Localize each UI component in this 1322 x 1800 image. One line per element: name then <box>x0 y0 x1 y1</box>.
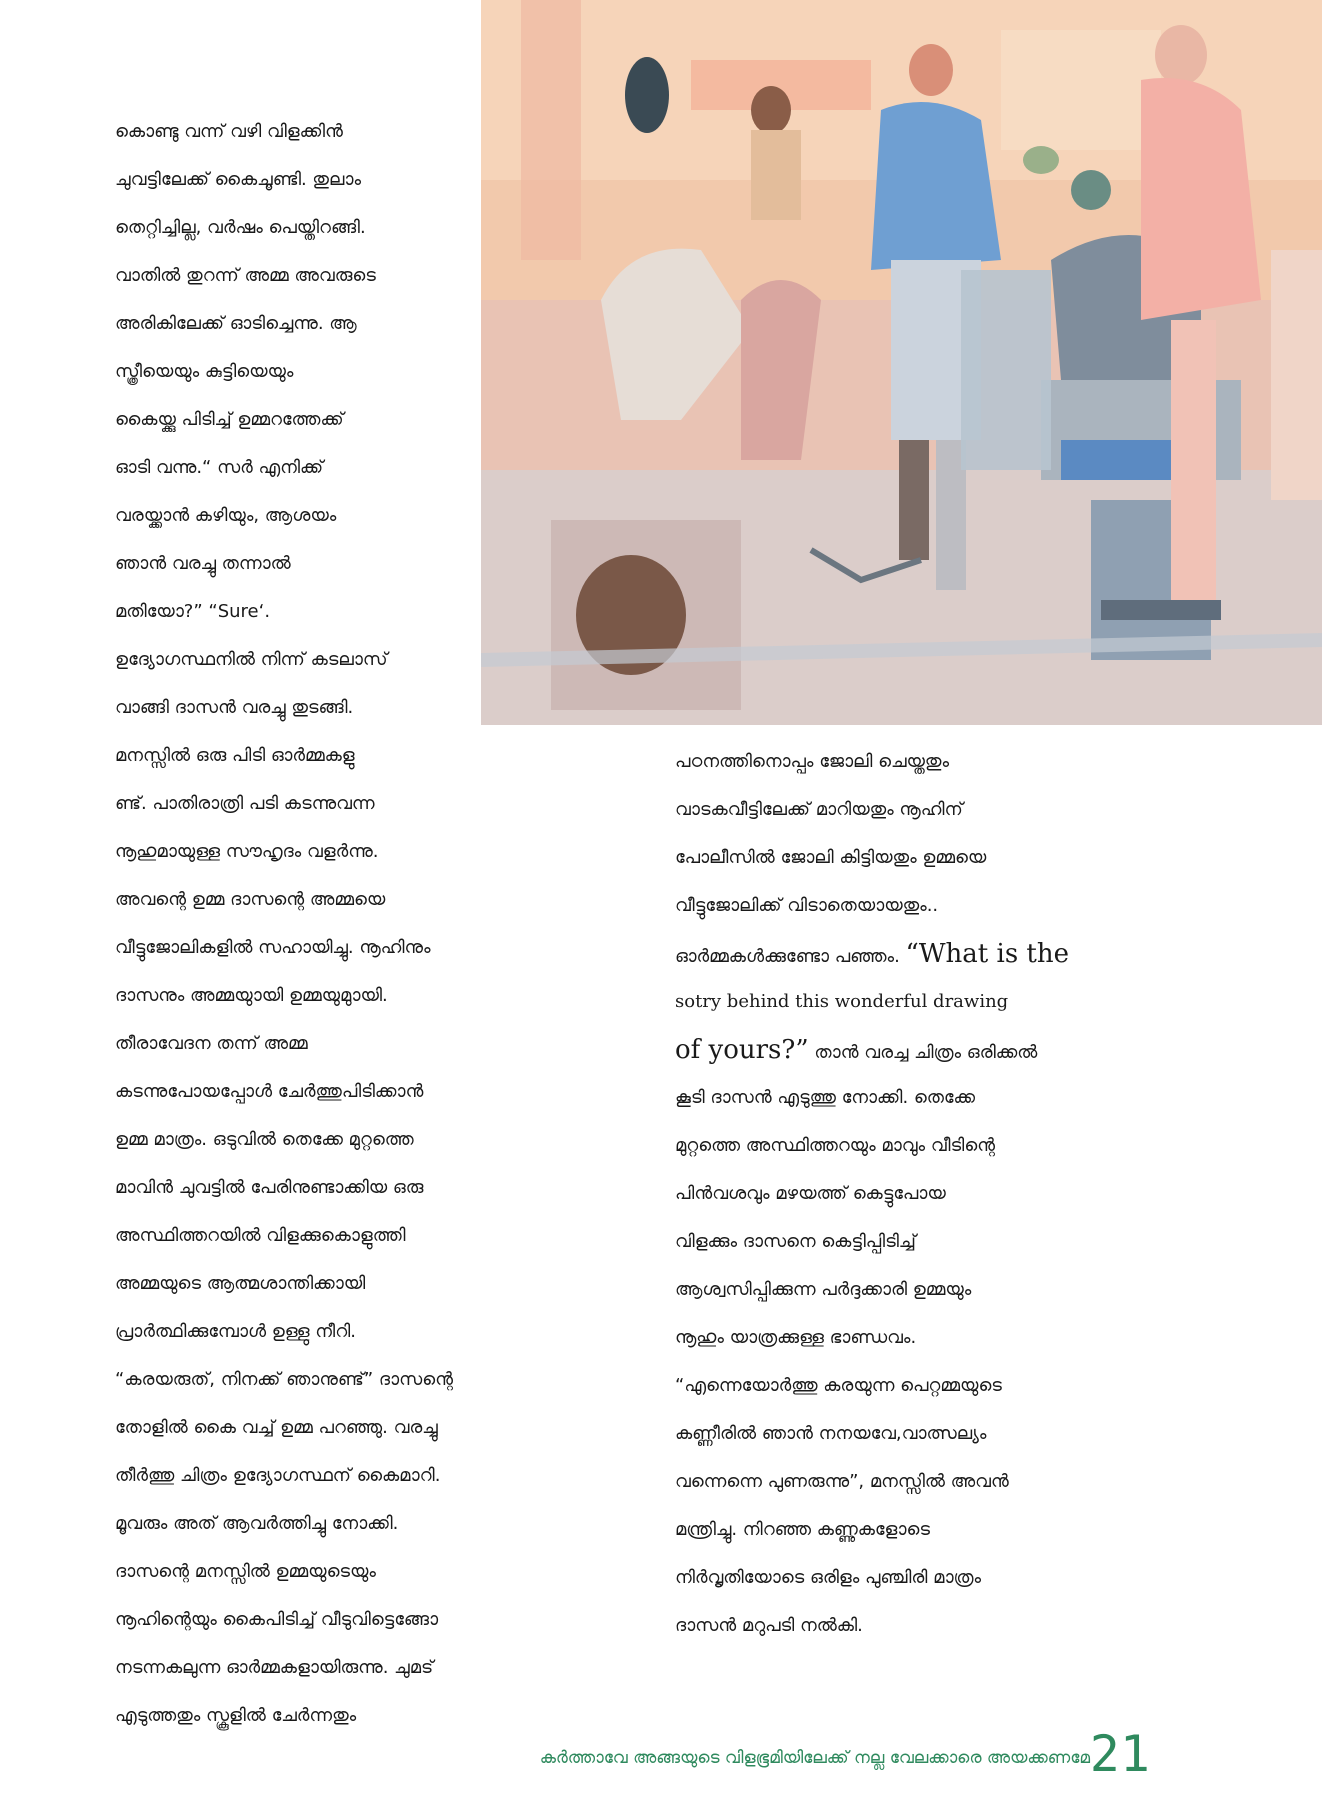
english-quote: of yours?” <box>675 1035 809 1065</box>
text-line: മന്ത്രിച്ചു. നിറഞ്ഞ കണ്ണുകളോടെ <box>675 1519 930 1540</box>
text-line: പിൻവശവും മഴയത്ത് കെട്ടുപോയ <box>675 1183 946 1204</box>
text-line: വീട്ടുജോലിക്ക് വിടാതെയായതും.. <box>675 895 939 916</box>
text-line: അരികിലേക്ക് ഓടിച്ചെന്നു. ആ <box>115 313 357 334</box>
text-line: പോലീസിൽ ജോലി കിട്ടിയതും ഉമ്മയെ <box>675 847 987 868</box>
text-line: ദാസന്റെ മനസ്സിൽ ഉമ്മയുടെയും <box>115 1561 376 1582</box>
text-line: പ്രാർത്ഥിക്കുമ്പോൾ ഉള്ളു നീറി. <box>115 1321 357 1342</box>
text-line: “എന്നെയോർത്തു കരയുന്ന പെറ്റമ്മയുടെ <box>675 1375 1002 1396</box>
text-line: വീട്ടുജോലികളിൽ സഹായിച്ചു. നൂഹിനും <box>115 937 431 958</box>
text-line: ണ്ട്. പാതിരാത്രി പടി കടന്നുവന്ന <box>115 793 375 814</box>
text-line: “കരയരുത്, നിനക്ക് ഞാനുണ്ട്” ദാസന്റെ <box>115 1369 453 1390</box>
text-line: വാങ്ങി ദാസൻ വരച്ചു തുടങ്ങി. <box>115 697 354 718</box>
text-line: തീരാവേദന തന്ന് അമ്മ <box>115 1033 308 1054</box>
text-line: മാവിൻ ചുവട്ടിൽ പേരിനുണ്ടാക്കിയ ഒരു <box>115 1177 424 1198</box>
text-line: തീർത്തു ചിത്രം ഉദ്യോഗസ്ഥന് കൈമാറി. <box>115 1465 441 1486</box>
text-line: വരയ്ക്കാൻ കഴിയും, ആശയം <box>115 505 337 526</box>
text-line: നൂഹും യാത്രക്കുള്ള ഭാണ്ഡവം. <box>675 1327 917 1348</box>
text-line: നൂഹുമായുള്ള സൗഹൃദം വളർന്നു. <box>115 841 379 862</box>
text-segment: താൻ വരച്ച ചിത്രം ഒരിക്കൽ <box>814 1042 1038 1063</box>
text-line: മുറ്റത്തെ അസ്ഥിത്തറയും മാവും വീടിന്റെ <box>675 1135 996 1156</box>
text-line: ഞാൻ വരച്ചു തന്നാൽ <box>115 553 291 574</box>
text-line: മൂവരും അത് ആവർത്തിച്ചു നോക്കി. <box>115 1513 399 1534</box>
page-footer <box>430 1725 1150 1800</box>
text-line: തെറ്റിച്ചില്ല, വർഷം പെയ്തിറങ്ങി. <box>115 217 366 238</box>
text-line: വന്നെന്നെ പുണരുന്നു”, മനസ്സിൽ അവൻ <box>675 1471 1009 1492</box>
text-line: കൈയ്ക്കു പിടിച്ച് ഉമ്മറത്തേക്ക് <box>115 409 344 430</box>
text-line: മതിയോ?” “Sure‘. <box>115 601 271 622</box>
text-line <box>675 1026 1155 1074</box>
text-line: നടന്നകലുന്ന ഓർമ്മകളായിരുന്നു. ചുമട് <box>115 1657 434 1678</box>
english-quote: “What is the <box>905 939 1070 969</box>
text-line: ദാസനും അമ്മയുായി ഉമ്മയുമുായി. <box>115 985 388 1006</box>
text-line: കണ്ണീരിൽ ഞാൻ നനയവേ,വാത്സല്യം <box>675 1423 987 1444</box>
text-line: നൂഹിന്റെയും കൈപിടിച്ച് വീടുവിട്ടെങ്ങോ <box>115 1609 439 1630</box>
text-line: തോളിൽ കൈ വച്ച് ഉമ്മ പറഞ്ഞു. വരച്ചു <box>115 1417 438 1438</box>
article-right-column <box>675 738 1155 1650</box>
footer-quote: കർത്താവേ അങ്ങയുടെ വിളഭൂമിയിലേക്ക് നല്ല വേലക്കാരെ അയക്കണമേ <box>539 1748 1090 1768</box>
page-number: 21 <box>1089 1725 1150 1783</box>
text-line: ആശ്വസിപ്പിക്കുന്ന പർദ്ദക്കാരി ഉമ്മയും <box>675 1279 972 1300</box>
text-segment: ഓർമ്മകൾക്കുണ്ടോ പഞ്ഞം. <box>675 946 900 967</box>
text-line: ഉദ്യോഗസ്ഥനിൽ നിന്ന് കടലാസ് <box>115 649 388 670</box>
text-line: എടുത്തതും സ്കൂളിൽ ചേർന്നതും <box>115 1705 357 1726</box>
office-painting <box>481 0 1322 725</box>
article-illustration <box>481 0 1322 725</box>
text-line: പഠനത്തിനൊപ്പം ജോലി ചെയ്തതും <box>675 751 950 772</box>
text-line: കൂടി ദാസൻ എടുത്തു നോക്കി. തെക്കേ <box>675 1087 976 1108</box>
text-line: അമ്മയുടെ ആത്മശാന്തിക്കായി <box>115 1273 366 1294</box>
text-line: കടന്നുപോയപ്പോൾ ചേർത്തുപിടിക്കാൻ <box>115 1081 424 1102</box>
text-line: സ്ത്രീയെയും കുട്ടിയെയും <box>115 361 294 382</box>
text-line: വാതിൽ തുറന്ന് അമ്മ അവരുടെ <box>115 265 376 286</box>
english-quote: sotry behind this wonderful drawing <box>675 991 1009 1012</box>
text-line: മനസ്സിൽ ഒരു പിടി ഓർമ്മകളു <box>115 745 355 766</box>
text-line: കൊണ്ടു വന്ന് വഴി വിളക്കിൻ <box>115 121 343 142</box>
text-line <box>675 930 1155 978</box>
text-line: വാടകവീട്ടിലേക്ക് മാറിയതും നൂഹിന് <box>675 799 963 820</box>
text-line: നിർവൃതിയോടെ ഒരിളം പുഞ്ചിരി മാത്രം <box>675 1567 982 1588</box>
article-left-column <box>115 108 515 1740</box>
text-line: അസ്ഥിത്തറയിൽ വിളക്കുകൊളുത്തി <box>115 1225 406 1246</box>
text-line: അവന്റെ ഉമ്മ ദാസന്റെ അമ്മയെ <box>115 889 386 910</box>
text-line: ഉമ്മ മാത്രം. ഒടുവിൽ തെക്കേ മുറ്റത്തെ <box>115 1129 414 1150</box>
text-line: ഓടി വന്നു.“ സർ എനിക്ക് <box>115 457 324 478</box>
text-line: ചുവട്ടിലേക്ക് കൈചൂണ്ടി. തുലാം <box>115 169 362 190</box>
text-line: വിളക്കും ദാസനെ കെട്ടിപ്പിടിച്ച് <box>675 1231 916 1252</box>
text-line: ദാസൻ മറുപടി നൽകി. <box>675 1615 863 1636</box>
